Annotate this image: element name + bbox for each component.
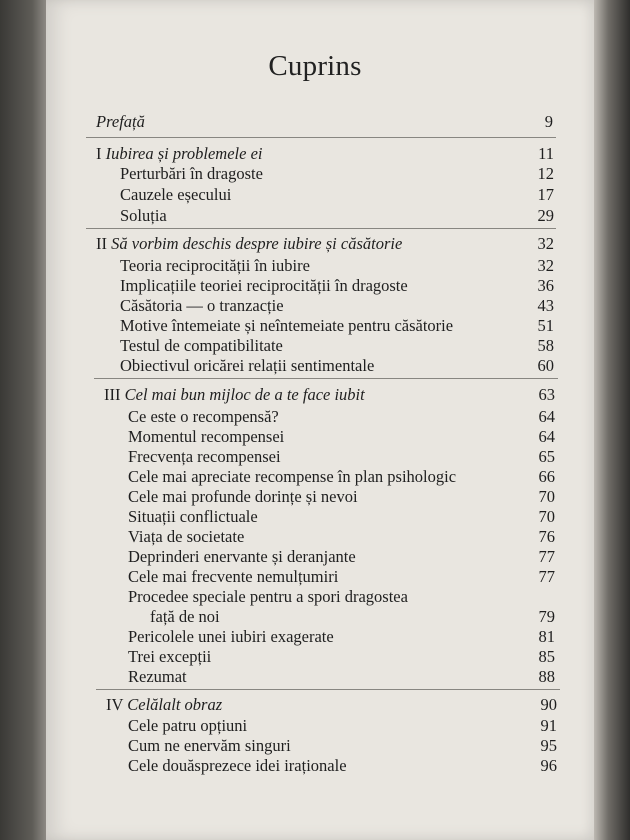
toc-entry-title: Testul de compatibilitate <box>120 336 283 355</box>
toc-entry-title: Cele mai frecvente nemulțumiri <box>128 567 339 586</box>
toc-page-number: 85 <box>538 647 555 666</box>
toc-entry-title: Căsătoria — o tranzacție <box>120 296 284 315</box>
toc-entry <box>128 427 555 447</box>
toc-entry <box>120 185 554 205</box>
toc-entry-title: I Iubirea și problemele ei <box>96 144 263 163</box>
toc-page-number: 91 <box>540 716 557 735</box>
toc-page-number: 96 <box>540 756 557 775</box>
toc-page-number: 64 <box>538 427 555 446</box>
toc-entry <box>120 276 554 296</box>
toc-entry-title: Soluția <box>120 206 167 225</box>
toc-page-number: 29 <box>537 206 554 225</box>
toc-entry-title: Cum ne enervăm singuri <box>128 736 291 755</box>
toc-entry <box>96 144 554 164</box>
toc-page-number: 11 <box>538 144 554 163</box>
toc-page-number: 63 <box>538 385 555 404</box>
toc-page-number: 88 <box>538 667 555 686</box>
toc-entry-title: Situații conflictuale <box>128 507 258 526</box>
toc-entry-title: Viața de societate <box>128 527 245 546</box>
toc-entry <box>128 527 555 547</box>
toc-page-number: 60 <box>537 356 554 375</box>
toc-entry-title: Cele patru opțiuni <box>128 716 248 735</box>
toc-entry-title: Pericolele unei iubiri exagerate <box>128 627 334 646</box>
toc-entry-title: Cele mai apreciate recompense în plan psihologic <box>128 467 457 486</box>
page-edge <box>594 0 630 840</box>
section-divider <box>86 137 556 138</box>
toc-page-number: 9 <box>544 112 553 131</box>
toc-entry-title: Prefață <box>96 112 145 131</box>
toc-entry-title: Momentul recompensei <box>128 427 285 446</box>
toc-page-number: 51 <box>537 316 554 335</box>
toc-entry-title: III Cel mai bun mijloc de a te face iubit <box>104 385 365 404</box>
section-divider <box>86 228 556 229</box>
toc-page-number: 95 <box>540 736 557 755</box>
toc-entry <box>128 567 555 587</box>
toc-page-number: 76 <box>538 527 555 546</box>
page-title: Cuprins <box>268 50 362 82</box>
toc-entry <box>128 627 555 647</box>
section-divider <box>96 689 560 690</box>
toc-entry <box>120 206 554 226</box>
toc-entry-title: Frecvența recompensei <box>128 447 281 466</box>
toc-entry <box>128 487 555 507</box>
toc-page-number: 77 <box>538 547 555 566</box>
toc-entry-title: Trei excepții <box>128 647 212 666</box>
toc-page-number: 36 <box>537 276 554 295</box>
toc-entry-title: IV Celălalt obraz <box>106 695 223 714</box>
toc-page-number: 65 <box>538 447 555 466</box>
toc-page-number: 58 <box>537 336 554 355</box>
toc-page-number: 32 <box>537 256 554 275</box>
toc-entry <box>120 164 554 184</box>
toc-entry <box>128 447 555 467</box>
toc-entry-title: Teoria reciprocității în iubire <box>120 256 310 275</box>
toc-entry <box>128 467 555 487</box>
toc-entry <box>106 695 557 715</box>
toc-page-number: 77 <box>538 567 555 586</box>
toc-page-number: 70 <box>538 487 555 506</box>
toc-entry-title: Cele mai profunde dorințe și nevoi <box>128 487 358 506</box>
toc-entry <box>120 316 554 336</box>
toc-entry-title: față de noi <box>150 607 220 626</box>
toc-entry <box>128 736 557 756</box>
toc-page-number: 17 <box>537 185 554 204</box>
toc-page-number: 32 <box>537 234 554 253</box>
toc-entry <box>128 587 555 607</box>
toc-page-number: 90 <box>540 695 557 714</box>
toc-entry-title: Motive întemeiate și neîntemeiate pentru căsătorie <box>120 316 454 335</box>
toc-entry <box>120 256 554 276</box>
toc-entry <box>96 112 553 132</box>
toc-page-number: 81 <box>538 627 555 646</box>
toc-entry-title: Rezumat <box>128 667 187 686</box>
toc-entry-title: Procedee speciale pentru a spori dragostea <box>128 587 408 606</box>
toc-entry-title: Deprinderi enervante și deranjante <box>128 547 356 566</box>
toc-entry <box>150 607 555 627</box>
toc-entry <box>128 667 555 687</box>
toc-entry <box>96 234 554 254</box>
toc-entry <box>128 507 555 527</box>
toc-entry <box>128 407 555 427</box>
section-divider <box>94 378 558 379</box>
toc-page-number: 64 <box>538 407 555 426</box>
toc-entry-title: Obiectivul oricărei relații sentimentale <box>120 356 375 375</box>
toc-page-number: 79 <box>538 607 555 626</box>
toc-page-number: 43 <box>537 296 554 315</box>
toc-entry-title: Implicațiile teoriei reciprocității în dragoste <box>120 276 408 295</box>
toc-entry-title: Perturbări în dragoste <box>120 164 263 183</box>
toc-page-number: 12 <box>537 164 554 183</box>
toc-entry <box>120 296 554 316</box>
toc-entry <box>120 336 554 356</box>
toc-entry-title: Cauzele eșecului <box>120 185 232 204</box>
toc-entry <box>128 547 555 567</box>
toc-entry <box>128 647 555 667</box>
toc-entry-title: Cele douăsprezece idei iraționale <box>128 756 347 775</box>
book-spine-shadow <box>0 0 46 840</box>
toc-entry-title: II Să vorbim deschis despre iubire și căsătorie <box>96 234 403 253</box>
toc-entry <box>104 385 555 405</box>
toc-entry <box>128 716 557 736</box>
toc-entry-title: Ce este o recompensă? <box>128 407 279 426</box>
toc-entry <box>120 356 554 376</box>
toc-page-number: 66 <box>538 467 555 486</box>
toc-page-number: 70 <box>538 507 555 526</box>
toc-entry <box>128 756 557 776</box>
